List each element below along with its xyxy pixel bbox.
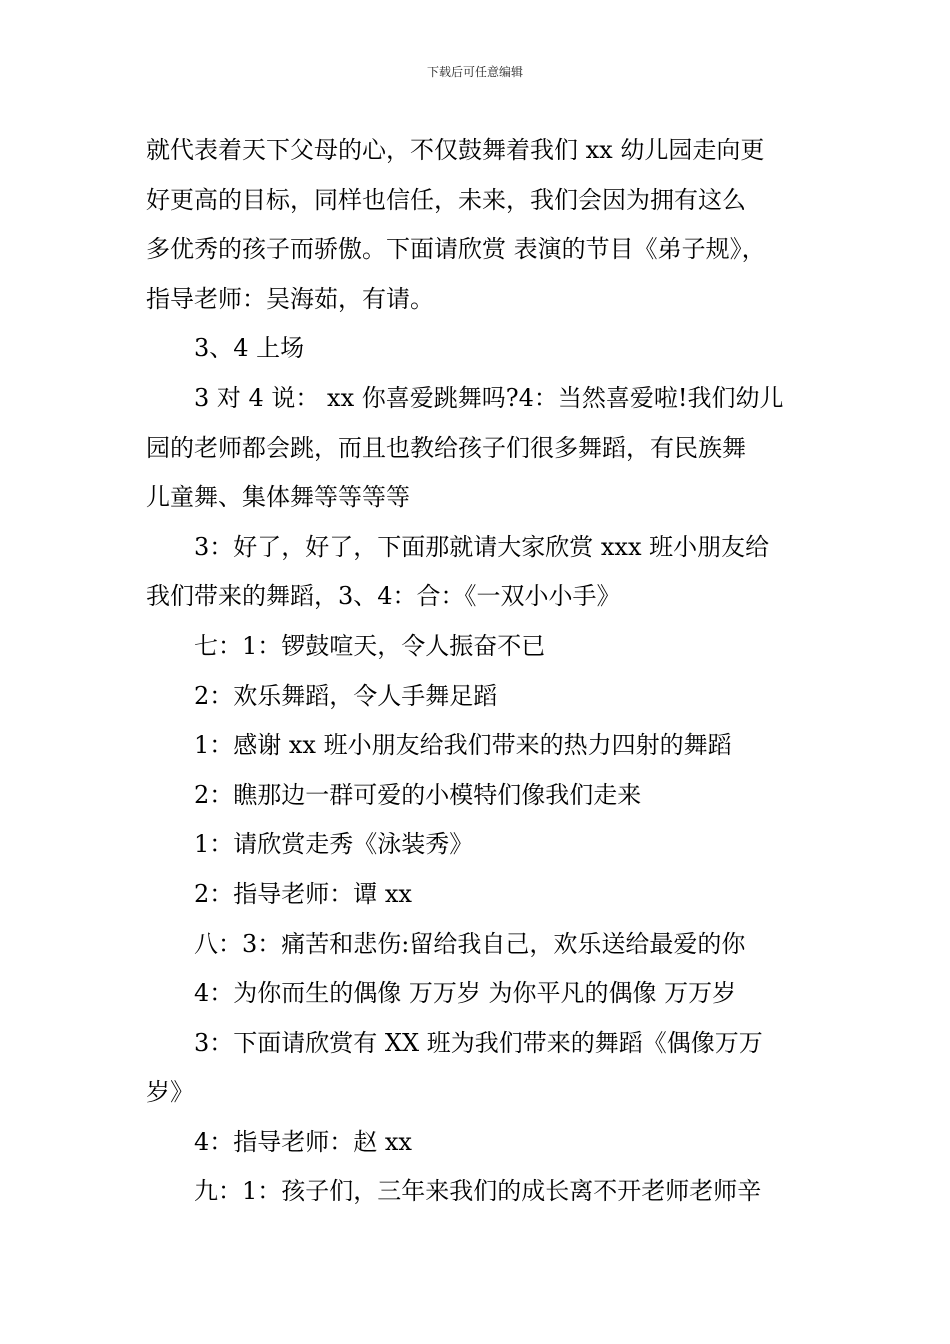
paragraph-continuation [146,572,826,622]
paragraph [146,622,826,672]
text-line: 3：好了，好了，下面那就请大家欣赏 xxx 班小朋友给 [194,532,770,561]
text-line: 2：欢乐舞蹈，令人手舞足蹈 [194,681,498,710]
text-line: 1：感谢 xx 班小朋友给我们带来的热力四射的舞蹈 [194,731,732,760]
paragraph [146,870,826,920]
text-line: 4：为你而生的偶像 万万岁 为你平凡的偶像 万万岁 [194,979,737,1008]
paragraph [146,771,826,821]
paragraph [146,1167,826,1217]
text-line: 就代表着天下父母的心，不仅鼓舞着我们 xx 幼儿园走向更 [146,136,765,164]
paragraph [146,920,826,970]
paragraph [146,820,826,870]
paragraph-continuation [146,1068,826,1118]
paragraph [146,1118,826,1168]
text-line: 岁》 [146,1078,194,1107]
document-body [146,126,826,1217]
page-header: 下载后可任意编辑 [426,65,523,79]
text-line: 3：下面请欣赏有 XX 班为我们带来的舞蹈《偶像万万 [194,1028,763,1057]
text-line: 1：请欣赏走秀《泳装秀》 [194,830,474,859]
text-line: 儿童舞、集体舞等等等等 [146,483,410,512]
text-line: 八：3：痛苦和悲伤:留给我自己，欢乐送给最爱的你 [194,929,746,958]
paragraph [146,374,826,424]
text-line: 好更高的目标，同样也信任，未来，我们会因为拥有这么 [146,185,746,214]
text-line: 园的老师都会跳，而且也教给孩子们很多舞蹈，有民族舞 [146,433,746,462]
text-line: 我们带来的舞蹈，3、4：合：《一双小小手》 [146,582,621,611]
paragraph [146,523,826,573]
paragraph-continuation [146,424,826,523]
paragraph [146,324,826,374]
paragraph [146,1019,826,1069]
text-line: 4：指导老师：赵 xx [194,1127,412,1156]
text-line: 七：1：锣鼓喧天，令人振奋不已 [194,631,546,660]
text-line: 2：指导老师：谭 xx [194,879,412,908]
text-line: 多优秀的孩子而骄傲。下面请欣赏 表演的节目《弟子规》， [146,235,766,264]
paragraph [146,969,826,1019]
text-line: 指导老师：吴海茹，有请。 [146,284,434,313]
paragraph [146,126,826,324]
paragraph [146,721,826,771]
text-line: 2：瞧那边一群可爱的小模特们像我们走来 [194,780,642,809]
text-line: 3、4 上场 [194,334,305,363]
paragraph [146,672,826,722]
text-line: 3 对 4 说： xx 你喜爱跳舞吗?4：当然喜爱啦!我们幼儿 [194,383,784,412]
text-line: 九：1：孩子们，三年来我们的成长离不开老师老师辛 [194,1177,762,1206]
